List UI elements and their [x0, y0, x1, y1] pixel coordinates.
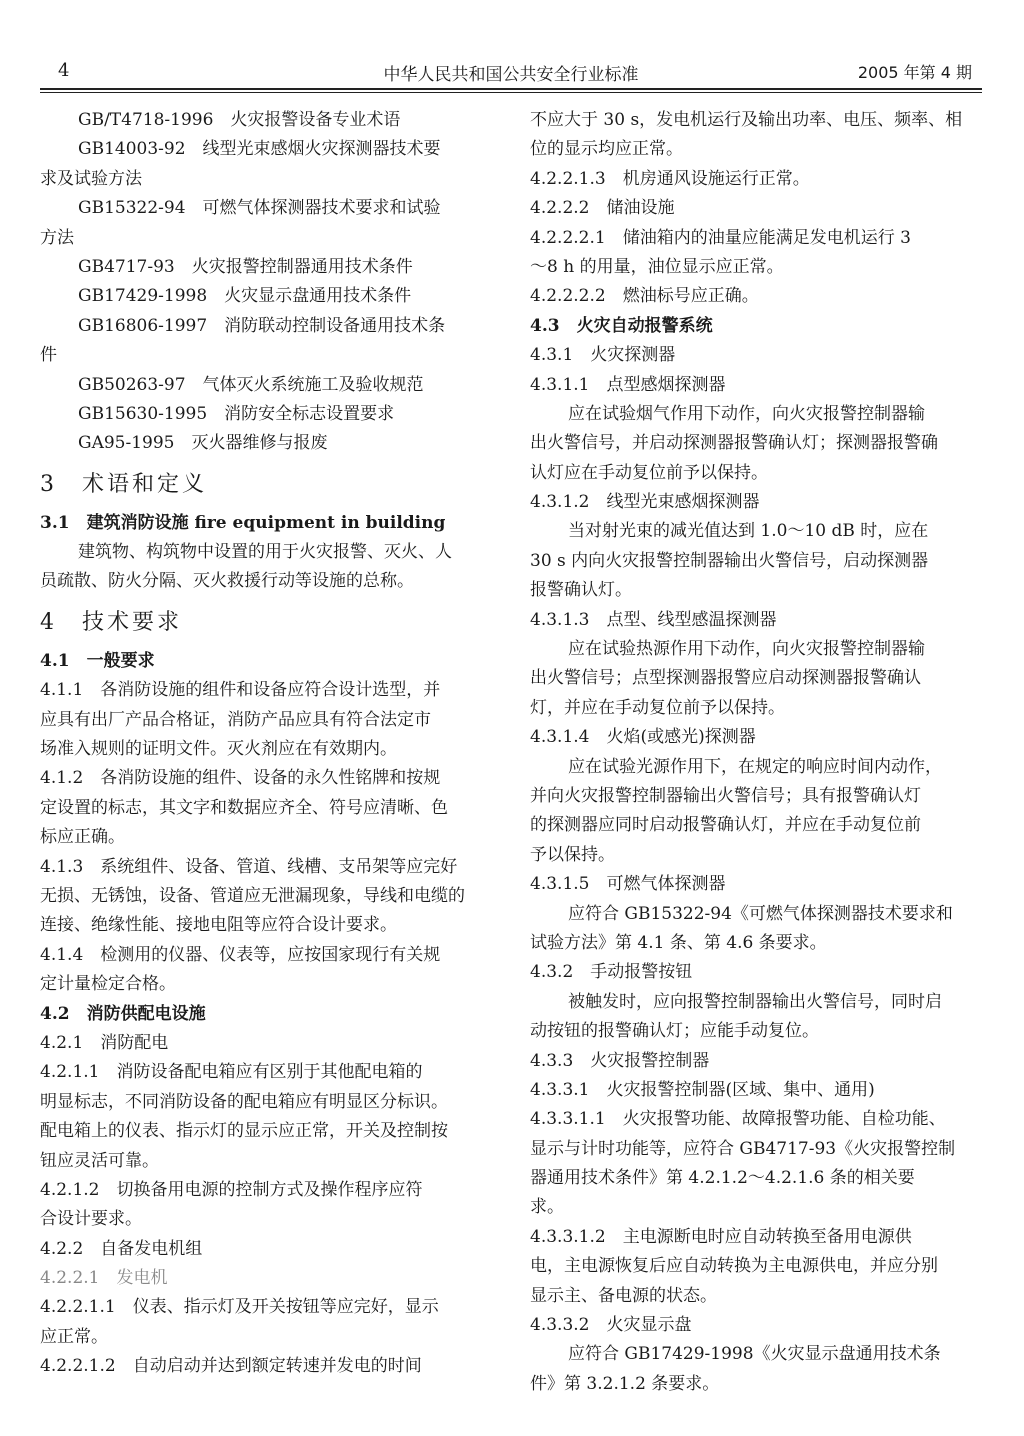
text-line: 4.3.1.1 点型感烟探测器	[530, 374, 726, 395]
text-line: 4.2.2.1 发电机	[40, 1268, 168, 1289]
text-line: 钮应灵活可靠。	[40, 1150, 159, 1171]
text-line: 4.2.2 自备发电机组	[40, 1238, 203, 1259]
left-column	[40, 106, 492, 1382]
journal-title: 中华人民共和国公共安全行业标准	[383, 65, 639, 85]
text-line: GB15322-94 可燃气体探测器技术要求和试验	[78, 198, 441, 219]
text-line: GB16806-1997 消防联动控制设备通用技术条	[78, 315, 446, 336]
text-line: 标应正确。	[40, 827, 125, 848]
text-line: 方法	[40, 227, 74, 248]
text-line: 员疏散、防火分隔、灭火救援行动等设施的总称。	[40, 571, 414, 592]
text-line: 出火警信号，并启动探测器报警确认灯；探测器报警确	[530, 433, 938, 454]
header-rule-thick	[40, 88, 982, 90]
text-line: 4.3.1 火灾探测器	[530, 345, 676, 366]
text-line: 4.3.3.2 火灾显示盘	[530, 1315, 692, 1336]
text-line: ～8 h 的用量，油位显示应正常。	[530, 256, 784, 277]
section-heading: 4 技术要求	[40, 609, 182, 635]
text-line: 4.1.1 各消防设施的组件和设备应符合设计选型，并	[40, 680, 441, 701]
text-line: 4.3.1.4 火焰(或感光)探测器	[530, 727, 756, 748]
text-line: 当对射光束的减光值达到 1.0～10 dB 时，应在	[568, 521, 929, 542]
text-line: 4.2.2.2.1 储油箱内的油量应能满足发电机运行 3	[530, 227, 911, 248]
text-line: 件	[40, 345, 57, 366]
text-line: 4.2.2.2.2 燃油标号应正确。	[530, 286, 759, 307]
text-line: 求及试验方法	[40, 168, 142, 189]
text-line: 场准入规则的证明文件。灭火剂应在有效期内。	[40, 739, 397, 760]
text-line: 显示与计时功能等，应符合 GB4717-93《火灾报警控制	[530, 1138, 956, 1159]
text-line: 动按钮的报警确认灯；应能手动复位。	[530, 1021, 819, 1042]
text-line: 器通用技术条件》第 4.2.1.2～4.2.1.6 条的相关要	[530, 1168, 915, 1189]
text-line: 4.2.2.1.2 自动启动并达到额定转速并发电的时间	[40, 1356, 422, 1377]
text-line: 4.2.2.1.3 机房通风设施运行正常。	[530, 168, 810, 189]
text-line: GB50263-97 气体灭火系统施工及验收规范	[78, 374, 424, 395]
text-line: 应在试验光源作用下，在规定的响应时间内动作，	[568, 756, 942, 777]
text-line: 4.1.2 各消防设施的组件、设备的永久性铭牌和按规	[40, 768, 441, 789]
page-header	[40, 56, 982, 90]
text-line: 的探测器应同时启动报警确认灯，并应在手动复位前	[530, 815, 921, 836]
text-line: GB15630-1995 消防安全标志设置要求	[78, 403, 395, 424]
section-heading: 4.1 一般要求	[40, 650, 155, 671]
text-line: GA95-1995 灭火器维修与报废	[78, 433, 328, 454]
issue-label: 2005 年第 4 期	[857, 63, 972, 82]
text-line: 灯，并应在手动复位前予以保持。	[530, 697, 785, 718]
text-line: 4.1.3 系统组件、设备、管道、线槽、支吊架等应完好	[40, 856, 458, 877]
text-line: 4.3.3.1.2 主电源断电时应自动转换至备用电源供	[530, 1226, 912, 1247]
text-line: 并向火灾报警控制器输出火警信号；具有报警确认灯	[530, 785, 921, 806]
page-number: 4	[58, 60, 70, 81]
text-line: 4.2.2.2 储油设施	[530, 198, 675, 219]
text-line: 件》第 3.2.1.2 条要求。	[530, 1373, 720, 1394]
text-line: 4.3.2 手动报警按钮	[530, 962, 693, 983]
text-line: 配电箱上的仪表、指示灯的显示应正常，开关及控制按	[40, 1121, 448, 1142]
text-line: 出火警信号；点型探测器报警应启动探测器报警确认	[530, 668, 921, 689]
text-line: 4.3.1.2 线型光束感烟探测器	[530, 492, 760, 513]
text-line: 予以保持。	[530, 844, 615, 865]
text-line: GB14003-92 线型光束感烟火灾探测器技术要	[78, 139, 441, 160]
text-line: 被触发时，应向报警控制器输出火警信号，同时启	[568, 991, 942, 1012]
text-line: 4.2.1 消防配电	[40, 1032, 169, 1053]
text-line: 4.3.3.1 火灾报警控制器(区域、集中、通用)	[530, 1079, 875, 1100]
text-line: 4.3.1.5 可燃气体探测器	[530, 874, 726, 895]
section-heading: 3.1 建筑消防设施 fire equipment in building	[40, 512, 446, 533]
text-line: 4.1.4 检测用的仪器、仪表等，应按国家现行有关规	[40, 944, 441, 965]
text-line: 定设置的标志，其文字和数据应齐全、符号应清晰、色	[40, 797, 448, 818]
text-line: GB4717-93 火灾报警控制器通用技术条件	[78, 256, 413, 277]
text-line: 应符合 GB15322-94《可燃气体探测器技术要求和	[568, 903, 953, 924]
text-line: 4.3.1.3 点型、线型感温探测器	[530, 609, 777, 630]
text-line: 显示主、备电源的状态。	[530, 1285, 717, 1306]
text-line: 连接、绝缘性能、接地电阻等应符合设计要求。	[40, 915, 397, 936]
text-line: 应具有出厂产品合格证，消防产品应具有符合法定市	[40, 709, 431, 730]
text-line: 应符合 GB17429-1998《火灾显示盘通用技术条	[568, 1344, 941, 1365]
text-line: 不应大于 30 s，发电机运行及输出功率、电压、频率、相	[530, 110, 963, 130]
text-line: 试验方法》第 4.1 条、第 4.6 条要求。	[530, 932, 827, 953]
section-heading: 3 术语和定义	[40, 471, 207, 497]
text-line: 求。	[530, 1197, 564, 1218]
text-line: 4.2.2.1.1 仪表、指示灯及开关按钮等应完好，显示	[40, 1297, 439, 1318]
section-heading: 4.2 消防供配电设施	[40, 1003, 206, 1024]
text-line: 4.2.1.2 切换备用电源的控制方式及操作程序应符	[40, 1179, 423, 1200]
text-line: 认灯应在手动复位前予以保持。	[530, 462, 768, 483]
section-heading: 4.3 火灾自动报警系统	[530, 315, 713, 336]
text-line: 4.3.3 火灾报警控制器	[530, 1050, 710, 1071]
text-line: 电，主电源恢复后应自动转换为主电源供电，并应分别	[530, 1256, 938, 1277]
header-rule-thin	[40, 92, 982, 93]
text-line: 应在试验热源作用下动作，向火灾报警控制器输	[568, 639, 925, 660]
text-line: 无损、无锈蚀，设备、管道应无泄漏现象，导线和电缆的	[40, 885, 465, 906]
text-line: 4.2.1.1 消防设备配电箱应有区别于其他配电箱的	[40, 1062, 423, 1083]
text-line: 30 s 内向火灾报警控制器输出火警信号，启动探测器	[530, 550, 929, 571]
text-line: GB/T4718-1996 火灾报警设备专业术语	[78, 110, 401, 130]
text-line: 建筑物、构筑物中设置的用于火灾报警、灭火、人	[78, 542, 452, 563]
text-line: 明显标志，不同消防设备的配电箱应有明显区分标识。	[40, 1091, 448, 1112]
text-line: 4.3.3.1.1 火灾报警功能、故障报警功能、自检功能、	[530, 1109, 946, 1130]
right-column	[530, 106, 982, 1399]
text-line: GB17429-1998 火灾显示盘通用技术条件	[78, 286, 412, 307]
text-line: 合设计要求。	[40, 1209, 142, 1230]
text-line: 位的显示均应正常。	[530, 139, 683, 160]
text-line: 报警确认灯。	[530, 580, 632, 601]
text-line: 应正常。	[40, 1326, 108, 1347]
text-line: 定计量检定合格。	[40, 974, 176, 995]
text-line: 应在试验烟气作用下动作，向火灾报警控制器输	[568, 403, 925, 424]
